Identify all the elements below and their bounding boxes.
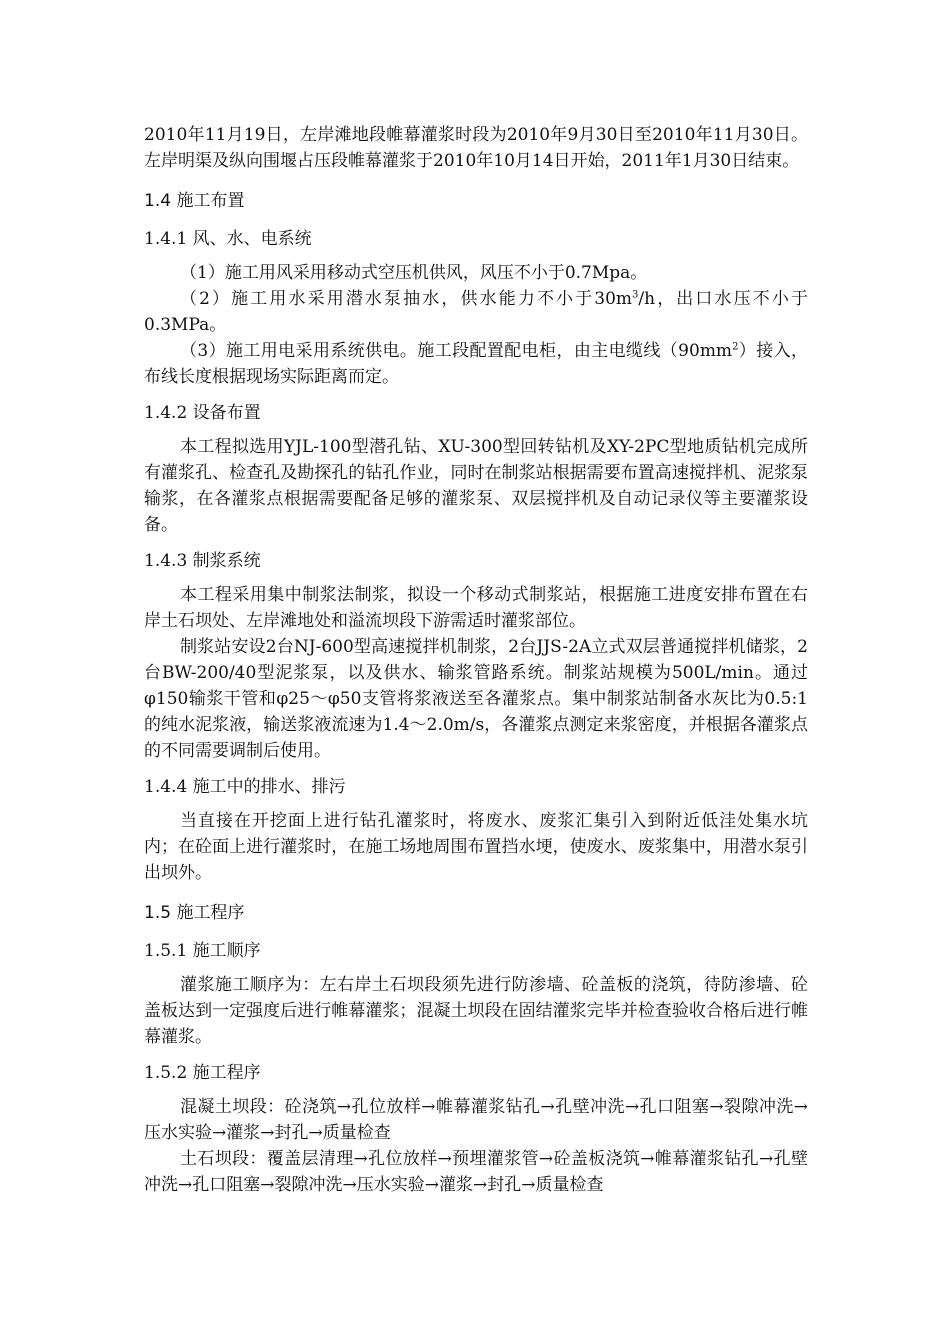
sequence-paragraph: 灌浆施工顺序为：左右岸土石坝段须先进行防渗墙、砼盖板的浇筑，待防渗墙、砼盖板达到一定强度后进行帷幕灌浆；混凝土坝段在固结灌浆完毕并检查验收合格后进行帷幕灌浆。 <box>144 975 808 1047</box>
superscript-2: 2 <box>732 341 739 353</box>
equipment-paragraph: 本工程拟选用YJL-100型潜孔钻、XU-300型回转钻机及XY-2PC型地质钻机完成所有灌浆孔、检查孔及勘探孔的钻孔作业，同时在制浆站根据需要布置高速搅拌机、泥浆泵输浆，在各灌浆点根据需要配备足够的灌浆泵、双层搅拌机及自动记录仪等主要灌浆设备。 <box>144 437 808 535</box>
power-supply-text-a: （3）施工用电采用系统供电。施工段配置配电柜，由主电缆线（90mm <box>180 341 733 361</box>
section-1-4-2-heading: 1.4.2 设备布置 <box>144 403 261 423</box>
grout-system-paragraph-2: 制浆站安设2台NJ-600型高速搅拌机制浆，2台JJS-2A立式双层普通搅拌机储浆，2台BW-200/40型泥浆泵，以及供水、输浆管路系统。制浆站规模为500L/min。通过φ150输浆干管和φ25～φ50支管将浆液送至各灌浆点。集中制浆站制备水灰比为0.5:1的纯水泥浆液，输送浆液流速为1.4～2.0m/s，各灌浆点测定来浆密度，并根据各灌浆点的不同需要调制后使用。 <box>144 637 808 761</box>
water-supply-text-a: （2）施工用水采用潜水泵抽水，供水能力不小于30m <box>180 289 633 309</box>
section-1-4-heading: 1.4 施工布置 <box>144 191 245 211</box>
superscript-3: 3 <box>632 289 639 301</box>
power-supply-text-b: ）接入，布线长度根据现场实际距离而定。 <box>144 341 809 387</box>
section-1-5-heading: 1.5 施工程序 <box>144 903 245 923</box>
section-1-5-2-heading: 1.5.2 施工程序 <box>144 1063 261 1083</box>
power-supply-paragraph <box>144 338 808 390</box>
concrete-dam-procedure: 混凝土坝段：砼浇筑→孔位放样→帷幕灌浆钻孔→孔壁冲洗→孔口阻塞→裂隙冲洗→压水实验→灌浆→封孔→质量检查 <box>144 1097 808 1143</box>
document-page <box>144 122 808 1198</box>
earth-rock-dam-procedure: 土石坝段：覆盖层清理→孔位放样→预埋灌浆管→砼盖板浇筑→帷幕灌浆钻孔→孔壁冲洗→孔口阻塞→裂隙冲洗→压水实验→灌浆→封孔→质量检查 <box>144 1149 808 1195</box>
section-1-4-1-heading: 1.4.1 风、水、电系统 <box>144 229 312 249</box>
section-1-5-1-heading: 1.5.1 施工顺序 <box>144 941 261 961</box>
intro-paragraph: 2010年11月19日，左岸滩地段帷幕灌浆时段为2010年9月30日至2010年11月30日。左岸明渠及纵向围堰占压段帷幕灌浆于2010年10月14日开始，2011年1月30日结束。 <box>144 125 808 171</box>
water-supply-paragraph <box>144 286 808 338</box>
section-1-4-4-heading: 1.4.4 施工中的排水、排污 <box>144 777 346 797</box>
water-supply-text-b: /h，出口水压不小于0.3MPa。 <box>144 289 808 335</box>
drainage-paragraph: 当直接在开挖面上进行钻孔灌浆时，将废水、废浆汇集引入到附近低洼处集水坑内；在砼面上进行灌浆时，在施工场地周围布置挡水埂，使废水、废浆集中，用潜水泵引出坝外。 <box>144 811 808 883</box>
air-supply-paragraph: （1）施工用风采用移动式空压机供风，风压不小于0.7Mpa。 <box>180 263 648 283</box>
section-1-4-3-heading: 1.4.3 制浆系统 <box>144 551 261 571</box>
grout-system-paragraph-1: 本工程采用集中制浆法制浆，拟设一个移动式制浆站，根据施工进度安排布置在右岸土石坝处、左岸滩地处和溢流坝段下游需适时灌浆部位。 <box>144 585 808 631</box>
